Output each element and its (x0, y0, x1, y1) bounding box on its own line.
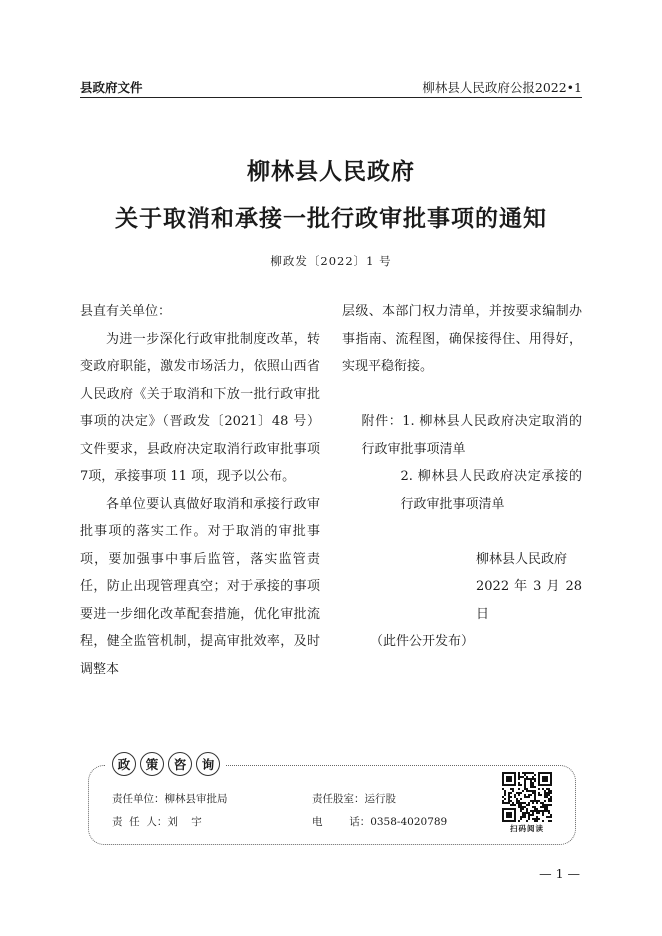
consult-badge: 策 (140, 752, 164, 776)
publish-note: （此件公开发布） (370, 634, 475, 649)
consult-badges (106, 752, 226, 776)
document-number: 柳政发〔2022〕1 号 (270, 254, 392, 268)
page-number: — 1 — (539, 866, 580, 881)
qr-caption: 扫码阅读 (510, 824, 544, 833)
consult-badge: 政 (112, 752, 136, 776)
right-column (342, 298, 582, 656)
date: 2022 年 3 月 28 日 (476, 579, 582, 622)
attachment-2: 2. 柳林县人民政府决定承接的行政审批事项清单 (400, 469, 582, 512)
responsible-office: 责任股室：运行股 (312, 793, 396, 805)
attachment-1: 附件：1. 柳林县人民政府决定取消的行政审批事项清单 (361, 414, 582, 457)
title-line1: 柳林县人民政府 (247, 158, 415, 185)
header-rule (80, 97, 582, 98)
responsible-person: 责 任 人：刘 宇 (112, 816, 202, 828)
left-column (80, 298, 320, 683)
header-left: 县政府文件 (80, 80, 143, 95)
title-line2: 关于取消和承接一批行政审批事项的通知 (115, 205, 547, 232)
signature: 柳林县人民政府 (476, 551, 568, 567)
qr-code[interactable] (502, 772, 552, 822)
consult-badge: 咨 (168, 752, 192, 776)
salutation: 县直有关单位： (80, 304, 172, 319)
consult-badge: 询 (196, 752, 220, 776)
phone: 电 话：0358-4020789 (312, 816, 448, 828)
paragraph-2-part-1: 各单位要认真做好取消和承接行政审批事项的落实工作。对于取消的审批事项，要加强事中事后监管，落实监管责任，防止出现管理真空；对于承接的事项要进一步细化改革配套措施，优化审批流程，健全监管机制，提高审批效率，及时调整本 (80, 496, 320, 677)
header-right: 柳林县人民政府公报2022•1 (422, 80, 582, 95)
responsible-unit: 责任单位：柳林县审批局 (112, 793, 228, 805)
paragraph-2-part-2: 层级、本部门权力清单，并按要求编制办事指南、流程图，确保接得住、用得好，实现平稳衔接。 (342, 304, 582, 374)
paragraph-1: 为进一步深化行政审批制度改革，转变政府职能，激发市场活力，依照山西省人民政府《关于取消和下放一批行政审批事项的决定》（晋政发〔2021〕48 号）文件要求，县政府决定取消行政审批事项 7项，承接事项 11 项，现予以公布。 (80, 331, 320, 484)
